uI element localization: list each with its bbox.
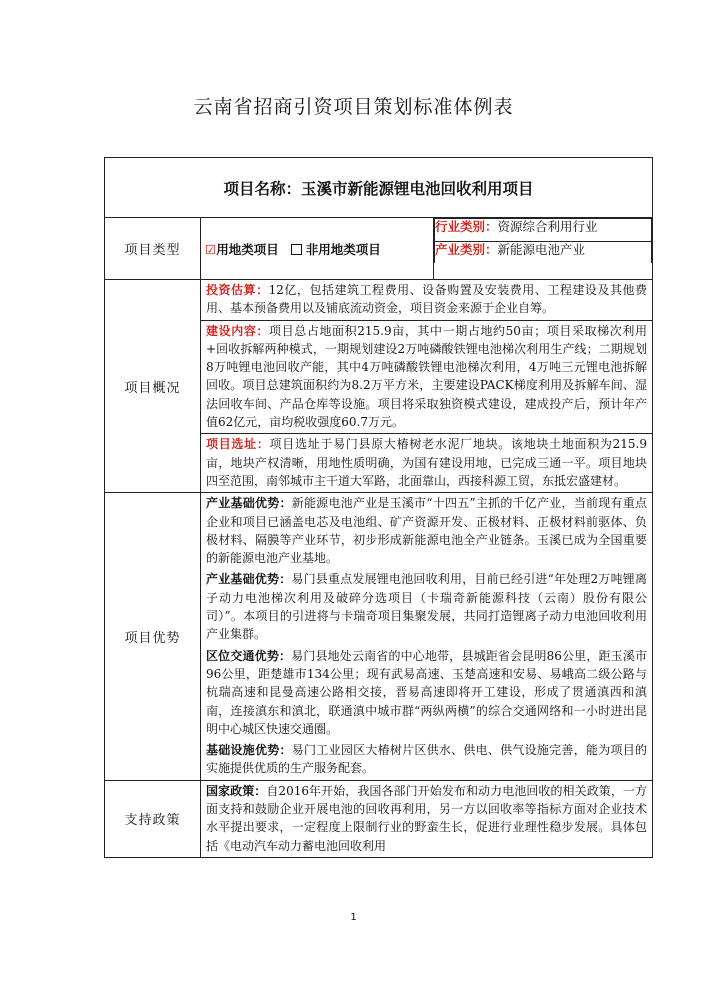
category-cell — [434, 218, 653, 280]
document-title: 云南省招商引资项目策划标准体例表 — [193, 96, 514, 118]
label-project-overview: 项目概况 — [105, 280, 201, 493]
non-land-use-label: 非用地类项目 — [305, 241, 381, 257]
national-policy-text: 自2016年开始，我国各部门开始发布和动力电池回收的相关政策，一方面支持和鼓励企业开展电池的回收再利用，另一方以回收率等指标方面对企业技术水平提出要求，一定程度上限制行业的野蛮生长，促进行业理性稳步发展。具体包括《电动汽车动力蓄电池回收利用 — [206, 783, 647, 853]
project-name: 项目名称：玉溪市新能源锂电池回收利用项目 — [105, 158, 653, 218]
national-policy-paragraph — [201, 781, 652, 857]
industry-base-text-2: 易门县重点发展锂电池回收利用，目前已经引进“年处理2万吨锂离子动力电池梯次利用及破碎分选项目（卡瑞奇新能源科技（云南）股份有限公司）”。本项目的引进将与卡瑞奇项目集聚发展，共同打造锂离子动力电池回收利用产业集群。 — [206, 572, 647, 642]
national-policy-label: 国家政策： — [206, 783, 267, 798]
site-text: 项目选址于易门县原大椿树老水泥厂地块。该地块土地面积为215.9亩，地块产权清晰，用地性质明确，为国有建设用地，已完成三通一平。项目地块四至范围，南邻城市主干道大军路，北面靠山，西接科源工贸，东抵宏盛建材。 — [206, 437, 647, 488]
industry-category-value: 资源综合利用行业 — [497, 219, 598, 234]
land-use-label: 用地类项目 — [216, 241, 279, 257]
policy-cell — [201, 780, 653, 857]
land-use-options — [201, 218, 434, 280]
infrastructure-paragraph — [201, 740, 652, 780]
investment-text: 12亿，包括建筑工程费用、设备购置及安装费用、工程建设及其他费用、基本预备费用以及铺底流动资金，项目资金来源于企业自筹。 — [206, 283, 647, 316]
industry-base-label-2: 产业基础优势： — [206, 572, 292, 587]
industry-base-paragraph-1 — [201, 493, 652, 569]
site-label: 项目选址： — [206, 437, 270, 452]
label-project-type: 项目类型 — [105, 218, 201, 280]
construction-label: 建设内容： — [206, 323, 270, 338]
industry-base-label-1: 产业基础优势： — [206, 496, 292, 511]
industry-base-text-1: 新能源电池产业是玉溪市“十四五”主抓的千亿产业，当前现有重点企业和项目已涵盖电芯及电池组、矿产资源开发、正极材料、正极材料前驱体、负极材料、隔膜等产业环节，初步形成新能源电池全产业链条。玉溪已成为全国重要的新能源电池产业基地。 — [206, 496, 647, 566]
overview-cell — [201, 280, 653, 493]
advantages-cell — [201, 493, 653, 780]
investment-label: 投资估算： — [206, 283, 269, 297]
infrastructure-text: 易门工业园区大椿树片区供水、供电、供气设施完善，能为项目的实施提供优质的生产服务配套。 — [206, 743, 647, 776]
industry-base-paragraph-2 — [201, 569, 652, 645]
location-text: 易门县地处云南省的中心地带，县城距省会昆明86公里，距玉溪市96公里，距楚雄市134公里；现有武易高速、玉楚高速和安易、易峨高二级公路与杭瑞高速和昆曼高速公路相交接，晋易高速即将开工建设，形成了贯通滇西和滇南，连接滇东和滇北，联通滇中城市群“两纵两横”的综合交通网络和一小时进出昆明中心城区快速交通圈。 — [206, 648, 647, 736]
label-support-policy: 支持政策 — [105, 780, 201, 857]
investment-paragraph — [201, 280, 652, 320]
checked-box-icon[interactable]: ☑ — [205, 241, 217, 257]
location-paragraph — [201, 646, 652, 740]
site-paragraph — [201, 433, 652, 492]
sector-category-label: 产业类别： — [435, 242, 498, 257]
construction-paragraph — [201, 320, 652, 434]
infrastructure-label: 基础设施优势： — [206, 743, 292, 758]
page-number: 1 — [350, 912, 357, 923]
unchecked-box-icon[interactable] — [291, 244, 302, 255]
label-project-advantages: 项目优势 — [105, 493, 201, 780]
sector-category-value: 新能源电池产业 — [497, 242, 586, 257]
construction-text: 项目总占地面积215.9亩，其中一期占地约50亩；项目采取梯次利用+回收拆解两种模式，一期规划建设2万吨磷酸铁锂电池梯次利用生产线；二期规划8万吨锂电池回收产能，其中4万吨磷酸铁锂电池梯次利用，4万吨三元锂电池拆解回收。项目总建筑面积约为8.2万平方米，主要建设PACK梯度利用及拆解车间、湿法回收车间、产品仓库等设施。项目将采取独资模式建设，建成投产后，预计年产值62亿元，亩均税收强度60.7万元。 — [206, 323, 647, 430]
location-label: 区位交通优势： — [206, 648, 292, 663]
project-table — [104, 157, 653, 858]
industry-category-label: 行业类别： — [435, 219, 498, 234]
